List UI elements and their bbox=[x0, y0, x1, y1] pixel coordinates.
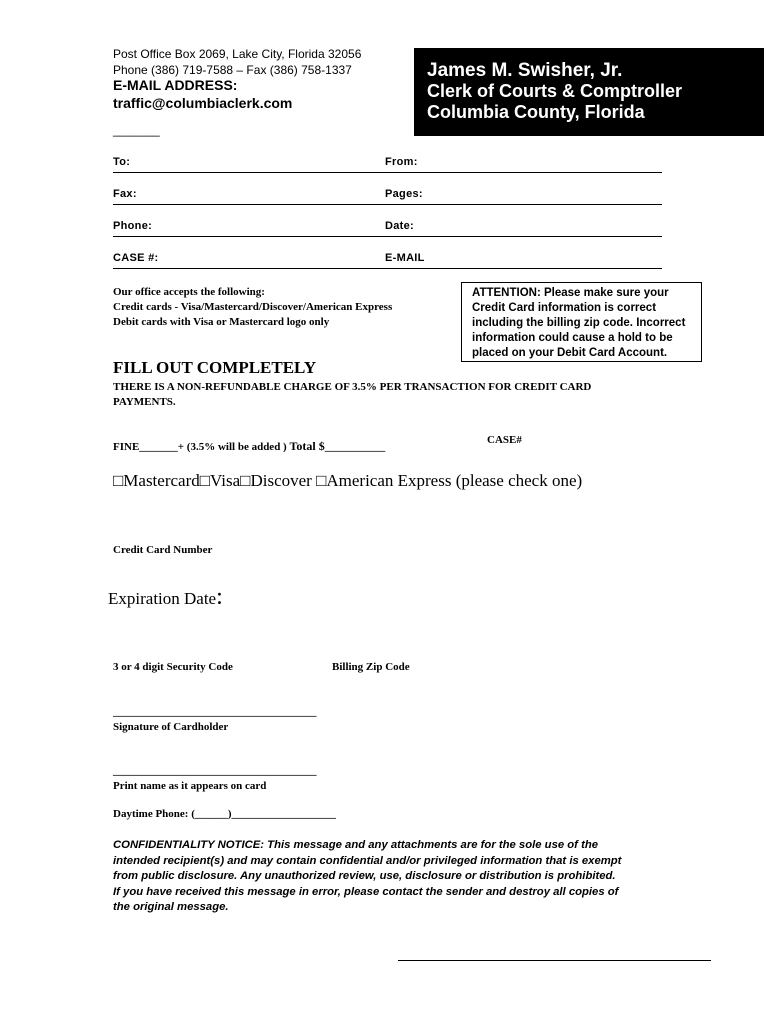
visa-checkbox[interactable]: □ bbox=[199, 471, 211, 490]
print-name-label: Print name as it appears on card bbox=[113, 780, 267, 792]
phone-label: Phone: bbox=[113, 220, 153, 232]
accepts-heading: Our office accepts the following: bbox=[113, 286, 265, 298]
expiration-label bbox=[108, 584, 223, 611]
clerk-county: Columbia County, Florida bbox=[427, 102, 645, 122]
confidentiality-notice bbox=[113, 838, 673, 916]
fax-pages-line[interactable] bbox=[113, 204, 662, 205]
clerk-title: Clerk of Courts & Comptroller bbox=[427, 81, 683, 101]
card-number-label: Credit Card Number bbox=[113, 544, 213, 556]
fine-line[interactable] bbox=[113, 439, 385, 455]
security-code-label: 3 or 4 digit Security Code bbox=[113, 661, 233, 673]
daytime-phone-field[interactable]: Daytime Phone: (______)___________________ bbox=[113, 808, 337, 820]
case-number-label: CASE# bbox=[487, 434, 522, 446]
discover-label: Discover bbox=[250, 471, 317, 490]
notice-line: CONFIDENTIALITY NOTICE: This message and any attachments are for the sole use of the bbox=[113, 839, 599, 851]
attention-line: ATTENTION: Please make sure your bbox=[472, 287, 669, 299]
amex-label: American Express (please check one) bbox=[326, 471, 583, 490]
to-label: To: bbox=[113, 156, 131, 168]
card-type-row bbox=[113, 471, 582, 491]
total-label: Total $ bbox=[289, 439, 325, 453]
attention-line: including the billing zip code. Incorrect bbox=[472, 317, 686, 329]
date-label: Date: bbox=[385, 220, 415, 232]
from-label: From: bbox=[385, 156, 418, 168]
attention-line: Credit Card information is correct bbox=[472, 302, 657, 314]
fax-label: Fax: bbox=[113, 188, 137, 200]
email-label: E-MAIL bbox=[385, 252, 425, 264]
print-name-line[interactable]: _____________________________________ bbox=[113, 765, 317, 777]
notice-line: the original message. bbox=[113, 901, 229, 913]
visa-label: Visa bbox=[210, 471, 241, 490]
fine-text: FINE_______+ (3.5% will be added ) bbox=[113, 441, 290, 453]
pages-label: Pages: bbox=[385, 188, 423, 200]
case-email-line[interactable] bbox=[113, 268, 662, 269]
notice-line: from public disclosure. Any unauthorized review, use, disclosure or distribution is prohibited. bbox=[113, 870, 616, 882]
accepts-credit: Credit cards - Visa/Mastercard/Discover/American Express bbox=[113, 301, 393, 313]
attention-line: placed on your Debit Card Account. bbox=[472, 347, 668, 359]
email-heading: E-MAIL ADDRESS: bbox=[113, 77, 238, 93]
notice-line: If you have received this message in error, please contact the sender and destroy all copies of bbox=[113, 885, 619, 898]
total-blank[interactable]: ___________ bbox=[324, 441, 386, 453]
clerk-banner bbox=[414, 48, 764, 136]
clerk-name: James M. Swisher, Jr. bbox=[427, 60, 623, 81]
mastercard-checkbox[interactable]: □ bbox=[113, 471, 124, 490]
accepts-debit: Debit cards with Visa or Mastercard logo only bbox=[113, 316, 330, 328]
charge-notice-line2: PAYMENTS. bbox=[113, 396, 176, 408]
amex-checkbox[interactable]: □ bbox=[316, 471, 327, 490]
fill-out-heading: FILL OUT COMPLETELY bbox=[113, 358, 317, 377]
attention-line: information could cause a hold to be bbox=[472, 332, 673, 344]
expiration-colon: : bbox=[216, 584, 223, 610]
notice-line: intended recipient(s) and may contain confidential and/or privileged information that is exempt bbox=[113, 854, 622, 867]
signature-label: Signature of Cardholder bbox=[113, 721, 229, 733]
charge-notice-line1: THERE IS A NON-REFUNDABLE CHARGE OF 3.5% PER TRANSACTION FOR CREDIT CARD bbox=[113, 381, 592, 393]
signature-line[interactable]: _____________________________________ bbox=[113, 706, 317, 718]
phone-fax-line: Phone (386) 719-7588 – Fax (386) 758-1337 bbox=[113, 63, 352, 77]
attention-box bbox=[461, 282, 702, 362]
phone-date-line[interactable] bbox=[113, 236, 662, 237]
short-rule: _______ bbox=[113, 123, 160, 137]
case-label: CASE #: bbox=[113, 252, 159, 264]
expiration-text: Expiration Date bbox=[108, 589, 217, 608]
discover-checkbox[interactable]: □ bbox=[240, 471, 251, 490]
bottom-signature-rule[interactable] bbox=[398, 960, 711, 961]
email-address: traffic@columbiaclerk.com bbox=[113, 95, 293, 111]
to-from-line[interactable] bbox=[113, 172, 662, 173]
billing-zip-label: Billing Zip Code bbox=[332, 661, 410, 673]
mastercard-label: Mastercard bbox=[123, 471, 200, 490]
address-line: Post Office Box 2069, Lake City, Florida 32056 bbox=[113, 47, 362, 61]
